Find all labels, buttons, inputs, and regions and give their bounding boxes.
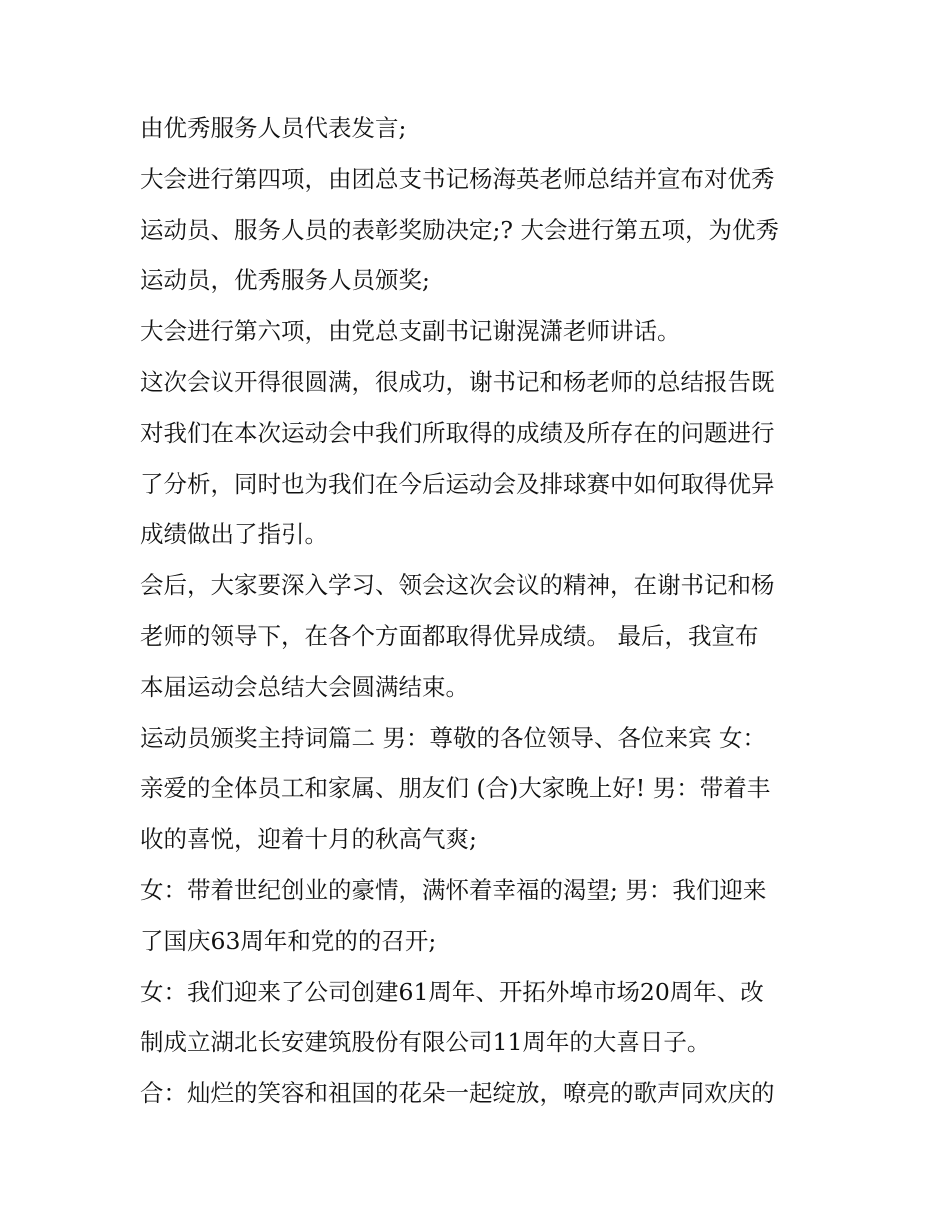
text-line: 对我们在本次运动会中我们所取得的成绩及所存在的问题进行 [140,418,775,447]
text-line: 这次会议开得很圆满，很成功，谢书记和杨老师的总结报告既 [140,367,775,396]
text-line: 亲爱的全体员工和家属、朋友们 (合)大家晚上好! 男：带着丰 [140,774,771,803]
text-line: 女：我们迎来了公司创建61周年、开拓外埠市场20周年、改 [140,977,764,1006]
text-line: 了分析，同时也为我们在今后运动会及排球赛中如何取得优异 [140,469,775,498]
text-line: 制成立湖北长安建筑股份有限公司11周年的大喜日子。 [140,1028,711,1057]
text-line: 老师的领导下，在各个方面都取得优异成绩。 最后，我宣布 [140,621,759,650]
text-line: 由优秀服务人员代表发言; [140,114,407,142]
text-line: 本届运动会总结大会圆满结束。 [140,672,469,701]
text-line: 运动员颁奖主持词篇二 男：尊敬的各位领导、各位来宾 女： [140,723,766,752]
text-line: 大会进行第六项，由党总支副书记谢滉潇老师讲话。 [140,317,681,346]
text-line: 大会进行第四项，由团总支书记杨海英老师总结并宣布对优秀 [140,164,775,193]
text-line: 女：带着世纪创业的豪情，满怀着幸福的渴望; 男：我们迎来 [140,875,767,904]
text-line: 运动员、服务人员的表彰奖励决定;? 大会进行第五项，为优秀 [140,215,779,244]
text-line: 运动员，优秀服务人员颁奖; [140,266,430,295]
text-line: 收的喜悦，迎着十月的秋高气爽; [140,825,477,854]
text-line: 了国庆63周年和党的的召开; [140,926,437,955]
document-page [140,103,820,1119]
text-line: 合：灿烂的笑容和祖国的花朵一起绽放，嘹亮的歌声同欢庆的 [140,1079,775,1108]
text-line: 成绩做出了指引。 [140,520,328,549]
text-line: 会后，大家要深入学习、领会这次会议的精神，在谢书记和杨 [140,571,775,600]
